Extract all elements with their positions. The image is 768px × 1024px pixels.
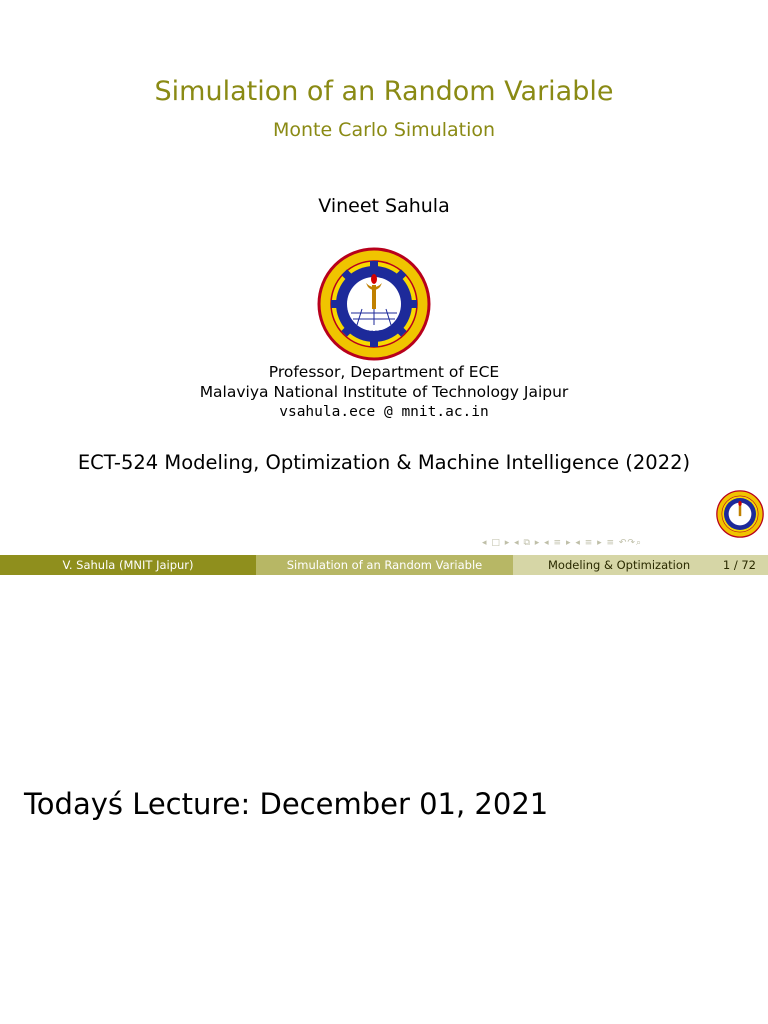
affiliation-title: Professor, Department of ECE — [268, 363, 500, 381]
slide-subtitle: Monte Carlo Simulation — [272, 119, 496, 141]
author-name: Vineet Sahula — [318, 195, 450, 217]
next-slide-heading: Todayś Lecture: December 01, 2021 — [24, 787, 549, 821]
mnit-seal-small-icon — [716, 490, 764, 538]
mnit-seal-icon — [317, 247, 431, 361]
affiliation-institute: Malaviya National Institute of Technology Jaipur — [199, 383, 569, 401]
footer-short-title: Simulation of an Random Variable — [256, 555, 513, 575]
footer-section-block — [513, 555, 768, 575]
beamer-navigation-symbols[interactable]: ◂ □ ▸ ◂ ⧉ ▸ ◂ ≡ ▸ ◂ ≡ ▸ ≡ ↶↷⌕ — [482, 538, 643, 548]
footer-author: V. Sahula (MNIT Jaipur) — [0, 555, 256, 575]
slide-footer — [0, 555, 768, 575]
footer-section: Modeling & Optimization — [548, 558, 691, 572]
slide-title: Simulation of an Random Variable — [154, 76, 614, 107]
affiliation-block — [0, 362, 768, 422]
footer-page-number: 1 / 72 — [722, 558, 756, 572]
author-email: vsahula.ece @ mnit.ac.in — [279, 404, 489, 420]
svg-text:· · · ·: · · · · — [367, 328, 381, 335]
course-name: ECT-524 Modeling, Optimization & Machine Intelligence (2022) — [77, 451, 691, 474]
